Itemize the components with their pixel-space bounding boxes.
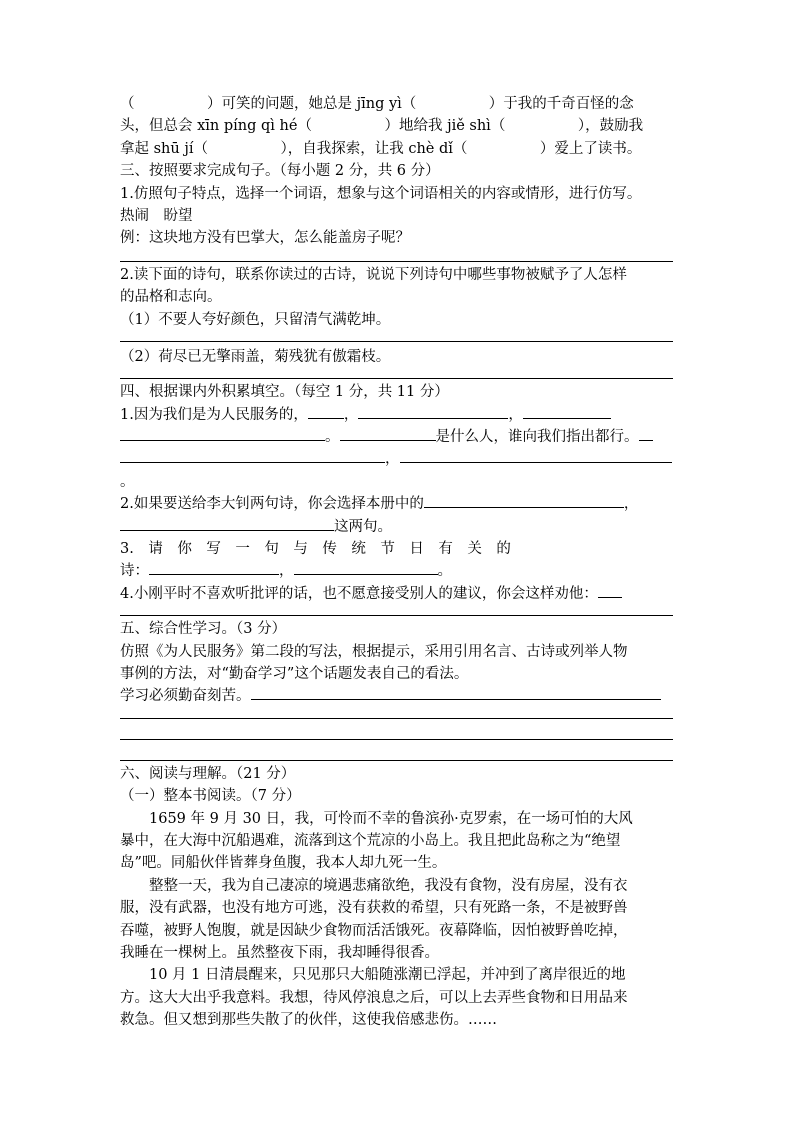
blank[interactable] bbox=[424, 493, 624, 508]
blank[interactable] bbox=[120, 516, 334, 531]
passage-line: 10 月 1 日清晨醒来，只见那只大船随涨潮已浮起，并冲到了离岸很近的地 bbox=[149, 967, 626, 984]
text-line: 拿起 shū jí（ ），自我探索，让我 chè dǐ（ ）爱上了读书。 bbox=[120, 140, 642, 157]
answer-line[interactable] bbox=[120, 341, 673, 342]
answer-line[interactable] bbox=[120, 718, 673, 719]
section-heading: 三、按照要求完成句子。（每小题 2 分，共 6 分） bbox=[120, 163, 440, 180]
punct: 。 bbox=[437, 563, 452, 580]
answer-line[interactable] bbox=[120, 739, 673, 740]
answer-line[interactable] bbox=[120, 378, 673, 379]
question-text: 诗： bbox=[120, 563, 149, 580]
answer-line[interactable] bbox=[120, 261, 673, 262]
example-sentence: 例：这块地方没有巴掌大，怎么能盖房子呢？ bbox=[120, 230, 410, 247]
blank[interactable] bbox=[294, 560, 438, 575]
section-heading: 五、综合性学习。（3 分） bbox=[120, 621, 287, 638]
fill-line bbox=[120, 404, 673, 426]
question-text: 4.小刚平时不喜欢听批评的话，也不愿意接受别人的建议，你会这样劝他： bbox=[120, 585, 598, 602]
passage-line: 服，没有武器，也没有地方可逃，没有获救的希望，只有死路一条，不是被野兽 bbox=[120, 900, 628, 917]
text-line: （ ）可笑的问题，她总是 jīng yì（ ）于我的千奇百怪的念 bbox=[120, 96, 634, 112]
question-text: 2.读下面的诗句，联系你读过的古诗，说说下列诗句中哪些事物被赋予了人怎样 bbox=[120, 266, 627, 283]
fill-line bbox=[120, 448, 673, 470]
blank[interactable] bbox=[639, 426, 653, 441]
fill-line bbox=[120, 685, 673, 707]
question-text: 2.如果要送给李大钊两句诗，你会选择本册中的 bbox=[120, 496, 424, 513]
section-heading: 四、根据课内外积累填空。（每空 1 分，共 11 分） bbox=[120, 384, 449, 401]
instruction: 事例的方法，对“勤奋学习”这个话题发表自己的看法。 bbox=[120, 665, 469, 682]
passage-line: 救急。但又想到那些失散了的伙伴，这使我倍感悲伤。…… bbox=[120, 1012, 497, 1029]
question-text: 的品格和志向。 bbox=[120, 289, 222, 306]
blank[interactable] bbox=[120, 426, 325, 441]
answer-line[interactable] bbox=[120, 760, 673, 761]
text-line: 头，但总会 xīn píng qì hé（ ）地给我 jiě shì（ ），鼓励我 bbox=[120, 118, 644, 135]
section-heading: 六、阅读与理解。（21 分） bbox=[120, 765, 296, 782]
passage-line: 岛”吧。同船伙伴皆葬身鱼腹，我本人却九死一生。 bbox=[120, 855, 447, 872]
passage-line: 1659 年 9 月 30 日，我，可怜而不幸的鲁滨孙·克罗索，在一场可怕的大风 bbox=[149, 810, 633, 827]
answer-line[interactable] bbox=[120, 615, 673, 616]
sub-heading: （一）整本书阅读。（7 分） bbox=[120, 788, 301, 805]
question-text: 1.仿照句子特点，选择一个词语，想象与这个词语相关的内容或情形，进行仿写。 bbox=[120, 185, 642, 202]
blank[interactable] bbox=[149, 560, 279, 575]
question-text: 3. 请 你 写 一 句 与 传 统 节 日 有 关 的 bbox=[120, 541, 511, 558]
text-line: 。 bbox=[120, 473, 135, 490]
instruction: 仿照《为人民服务》第二段的写法，根据提示，采用引用名言、古诗或列举人物 bbox=[120, 643, 628, 660]
blank[interactable] bbox=[120, 448, 385, 463]
fill-line bbox=[120, 493, 673, 515]
punct: ， bbox=[343, 406, 359, 423]
passage-line: 方。这大大出乎我意料。我想，待风停浪息之后，可以上去弄些食物和日用品来 bbox=[120, 989, 628, 1006]
worksheet-page bbox=[120, 93, 673, 1031]
blank[interactable] bbox=[251, 685, 661, 700]
blank[interactable] bbox=[523, 404, 611, 419]
passage-line: 吞噬，被野人饱腹，就是因缺少食物而活活饿死。夜幕降临，因怕被野兽吃掉， bbox=[120, 922, 628, 939]
blank[interactable] bbox=[308, 404, 344, 419]
punct: ， bbox=[385, 451, 400, 468]
question-text: 1.因为我们是为人民服务的， bbox=[120, 406, 308, 423]
blank[interactable] bbox=[598, 583, 622, 598]
blank[interactable] bbox=[358, 404, 508, 419]
passage-line: 我睡在一棵树上。虽然整夜下雨，我却睡得很香。 bbox=[120, 944, 439, 961]
word-choices: 热闹 盼望 bbox=[120, 207, 193, 224]
punct: ， bbox=[623, 496, 639, 513]
blank[interactable] bbox=[340, 426, 436, 441]
fill-line bbox=[120, 560, 673, 582]
passage-line: 暴中，在大海中沉船遇难，流落到这个荒凉的小岛上。我且把此岛称之为“绝望 bbox=[120, 832, 621, 849]
fill-line bbox=[120, 583, 673, 605]
passage-line: 整整一天，我为自己凄凉的境遇悲痛欲绝，我没有食物，没有房屋，没有衣 bbox=[149, 877, 628, 894]
blank[interactable] bbox=[400, 448, 672, 463]
poem-line: （1）不要人夸好颜色，只留清气满乾坤。 bbox=[120, 311, 391, 328]
punct: ， bbox=[508, 406, 523, 423]
fill-line bbox=[120, 516, 673, 538]
question-text: 这两句。 bbox=[334, 518, 392, 535]
fill-line bbox=[120, 426, 673, 448]
punct: 。 bbox=[325, 429, 340, 446]
punct: ， bbox=[279, 563, 294, 580]
poem-line: （2）荷尽已无擎雨盖，菊残犹有傲霜枝。 bbox=[120, 348, 391, 365]
prompt-text: 学习必须勤奋刻苦。 bbox=[120, 688, 251, 705]
question-text: 是什么人，谁向我们指出都行。 bbox=[435, 429, 639, 446]
